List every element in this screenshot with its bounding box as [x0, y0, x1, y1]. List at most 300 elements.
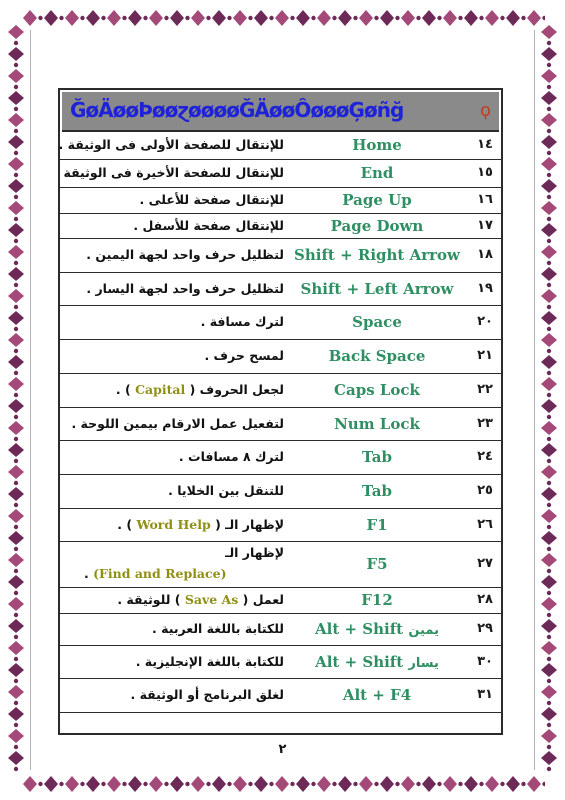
border-dot — [14, 723, 18, 727]
border-diamond — [541, 553, 557, 567]
header-mark: ϙ — [479, 100, 491, 121]
border-diamond — [149, 10, 163, 26]
shortcut-key — [292, 313, 462, 331]
border-diamond — [254, 10, 268, 26]
description-suffix: ) . — [115, 382, 131, 397]
description-text: للإنتقال صفحة للأعلى . — [139, 192, 284, 207]
border-dot — [164, 16, 168, 20]
border-diamond — [541, 135, 557, 149]
border-diamond — [8, 575, 24, 589]
border-diamond — [275, 10, 289, 26]
border-diamond — [8, 223, 24, 237]
border-diamond — [541, 245, 557, 259]
border-dot — [311, 16, 315, 20]
border-diamond — [380, 10, 394, 26]
description-text: لتظليل حرف واحد لجهة اليسار . — [86, 281, 284, 296]
border-dot — [547, 305, 551, 309]
border-dot — [374, 16, 378, 20]
border-diamond — [485, 776, 499, 792]
border-diamond — [8, 509, 24, 523]
description-line — [64, 566, 284, 581]
description-text: لمسح حرف . — [204, 348, 284, 363]
table-row — [60, 408, 501, 441]
decorative-border-right — [535, 20, 563, 780]
shortcut-key — [292, 555, 462, 573]
border-diamond — [422, 776, 436, 792]
border-diamond — [541, 355, 557, 369]
shortcut-description — [64, 592, 284, 607]
border-dot — [547, 217, 551, 221]
shortcut-key-label: F5 — [366, 555, 388, 573]
decorative-border-top — [20, 4, 545, 32]
shortcut-key-label: Home — [352, 136, 402, 154]
table-header — [62, 92, 499, 132]
shortcut-key — [292, 653, 462, 671]
border-diamond — [541, 47, 557, 61]
shortcut-description — [64, 165, 284, 180]
border-dot — [14, 349, 18, 353]
border-diamond — [541, 641, 557, 655]
shortcut-key — [292, 381, 462, 399]
border-diamond — [44, 776, 58, 792]
shortcut-key — [292, 136, 462, 154]
shortcut-description — [64, 247, 284, 262]
border-dot — [14, 437, 18, 441]
border-dot — [101, 16, 105, 20]
border-diamond — [359, 10, 373, 26]
table-row — [60, 132, 501, 160]
border-dot — [332, 782, 336, 786]
border-diamond — [541, 25, 557, 39]
border-dot — [547, 129, 551, 133]
table-row — [60, 509, 501, 542]
border-diamond — [296, 10, 310, 26]
border-dot — [547, 349, 551, 353]
border-dot — [14, 327, 18, 331]
border-diamond — [541, 685, 557, 699]
border-diamond — [8, 487, 24, 501]
border-diamond — [541, 113, 557, 127]
border-dot — [14, 217, 18, 221]
table-row — [60, 441, 501, 475]
border-diamond — [541, 399, 557, 413]
border-diamond — [8, 553, 24, 567]
border-diamond — [8, 355, 24, 369]
border-dot — [14, 679, 18, 683]
description-highlight: Save As — [184, 592, 239, 607]
border-diamond — [359, 776, 373, 792]
border-dot — [542, 782, 545, 786]
shortcut-description — [64, 517, 284, 532]
border-dot — [547, 591, 551, 595]
border-diamond — [8, 201, 24, 215]
border-diamond — [8, 245, 24, 259]
shortcut-description — [64, 545, 284, 581]
border-diamond — [317, 10, 331, 26]
shortcut-description — [64, 218, 284, 233]
border-dot — [227, 782, 231, 786]
border-diamond — [541, 663, 557, 677]
border-diamond — [541, 223, 557, 237]
border-dot — [14, 635, 18, 639]
shortcut-key — [292, 415, 462, 433]
shortcut-key-side: يمين — [408, 623, 439, 638]
border-diamond — [541, 201, 557, 215]
border-diamond — [170, 776, 184, 792]
border-diamond — [541, 619, 557, 633]
border-dot — [14, 613, 18, 617]
border-dot — [14, 261, 18, 265]
shortcut-key — [292, 164, 462, 182]
shortcut-key-label: End — [360, 164, 394, 182]
border-dot — [269, 16, 273, 20]
border-diamond — [541, 267, 557, 281]
border-dot — [332, 16, 336, 20]
description-highlight: (Find and Replace) — [93, 566, 227, 581]
border-dot — [547, 657, 551, 661]
border-diamond — [541, 377, 557, 391]
row-number: ٣٠ — [477, 654, 493, 669]
border-dot — [14, 393, 18, 397]
description-highlight: Capital — [135, 382, 186, 397]
shortcut-key-label: Page Up — [342, 191, 412, 209]
border-dot — [80, 782, 84, 786]
border-diamond — [541, 575, 557, 589]
border-diamond — [8, 289, 24, 303]
border-diamond — [541, 707, 557, 721]
inner-frame-line — [534, 30, 535, 770]
inner-frame-line — [30, 30, 31, 770]
border-dot — [437, 782, 441, 786]
border-dot — [14, 591, 18, 595]
border-diamond — [8, 619, 24, 633]
border-dot — [14, 525, 18, 529]
border-diamond — [8, 421, 24, 435]
border-dot — [547, 151, 551, 155]
border-diamond — [8, 531, 24, 545]
border-dot — [101, 782, 105, 786]
border-diamond — [443, 776, 457, 792]
border-diamond — [65, 10, 79, 26]
border-dot — [547, 481, 551, 485]
description-highlight: Word Help — [136, 517, 211, 532]
border-diamond — [8, 113, 24, 127]
border-dot — [14, 569, 18, 573]
border-diamond — [541, 179, 557, 193]
border-diamond — [212, 776, 226, 792]
border-diamond — [233, 776, 247, 792]
border-diamond — [541, 157, 557, 171]
border-dot — [353, 782, 357, 786]
shortcut-key-label: Shift + Right Arrow — [294, 246, 460, 264]
border-diamond — [541, 443, 557, 457]
border-diamond — [506, 776, 520, 792]
border-dot — [80, 16, 84, 20]
border-diamond — [296, 776, 310, 792]
border-diamond — [485, 10, 499, 26]
border-dot — [521, 782, 525, 786]
border-dot — [547, 371, 551, 375]
border-diamond — [8, 25, 24, 39]
border-diamond — [8, 377, 24, 391]
shortcut-key — [292, 448, 462, 466]
border-diamond — [401, 776, 415, 792]
description-text: لترك مسافة . — [200, 314, 284, 329]
border-dot — [14, 767, 18, 771]
border-diamond — [86, 10, 100, 26]
border-dot — [521, 16, 525, 20]
description-text: للكتابة باللغة الإنجليزية . — [135, 654, 284, 669]
border-diamond — [541, 531, 557, 545]
border-dot — [547, 415, 551, 419]
table-row — [60, 475, 501, 509]
border-diamond — [541, 597, 557, 611]
border-diamond — [541, 91, 557, 105]
border-dot — [14, 151, 18, 155]
border-diamond — [8, 333, 24, 347]
shortcut-key — [292, 191, 462, 209]
border-diamond — [8, 311, 24, 325]
row-number: ٢٥ — [477, 483, 493, 498]
shortcut-key-label: Shift + Left Arrow — [300, 280, 454, 298]
border-dot — [14, 173, 18, 177]
description-text: للإنتقال للصفحة الأولى فى الوثيقة . — [58, 137, 284, 152]
border-diamond — [464, 776, 478, 792]
shortcut-description — [64, 654, 284, 669]
shortcut-key-label: Alt + F4 — [342, 686, 412, 704]
shortcut-description — [64, 281, 284, 296]
row-number: ٢٣ — [477, 416, 493, 431]
shortcut-key-label: Space — [352, 313, 402, 331]
border-dot — [59, 16, 63, 20]
row-number: ١٥ — [477, 165, 493, 180]
border-diamond — [8, 663, 24, 677]
border-diamond — [8, 729, 24, 743]
border-diamond — [8, 707, 24, 721]
border-dot — [143, 782, 147, 786]
border-diamond — [380, 776, 394, 792]
border-dot — [374, 782, 378, 786]
shortcut-key-label: Caps Lock — [334, 381, 420, 399]
description-prefix: لعمل ( — [242, 592, 284, 607]
description-prefix: لجعل الحروف ( — [189, 382, 284, 397]
border-diamond — [541, 69, 557, 83]
border-dot — [416, 782, 420, 786]
border-diamond — [275, 776, 289, 792]
description-text: لإظهار الـ — [225, 545, 284, 560]
description-text: للإنتقال صفحة للأسفل . — [133, 218, 284, 233]
border-diamond — [8, 685, 24, 699]
border-dot — [14, 129, 18, 133]
shortcut-key-label: Tab — [362, 482, 392, 500]
shortcut-key — [292, 246, 462, 264]
shortcut-key — [292, 591, 462, 609]
border-dot — [14, 701, 18, 705]
border-diamond — [170, 10, 184, 26]
border-diamond — [8, 641, 24, 655]
border-dot — [14, 283, 18, 287]
row-number: ٣١ — [477, 687, 493, 702]
row-number: ٢٤ — [477, 449, 493, 464]
description-prefix: لإظهار الـ ( — [215, 517, 284, 532]
shortcut-key-label: Num Lock — [334, 415, 420, 433]
border-dot — [547, 525, 551, 529]
border-diamond — [44, 10, 58, 26]
border-dot — [547, 63, 551, 67]
border-dot — [248, 782, 252, 786]
row-number: ٢٢ — [477, 382, 493, 397]
shortcut-description — [58, 137, 284, 152]
shortcut-description — [64, 621, 284, 636]
table-row — [60, 646, 501, 679]
border-dot — [14, 85, 18, 89]
border-diamond — [8, 135, 24, 149]
row-number: ٢١ — [477, 348, 493, 363]
shortcut-key — [292, 280, 462, 298]
border-diamond — [8, 69, 24, 83]
table-row — [60, 160, 501, 188]
border-diamond — [8, 465, 24, 479]
border-dot — [290, 782, 294, 786]
shortcut-description — [64, 687, 284, 702]
border-dot — [269, 782, 273, 786]
description-text: للإنتقال للصفحة الأخيرة فى الوثيقة — [63, 165, 284, 180]
border-dot — [185, 782, 189, 786]
border-dot — [479, 782, 483, 786]
border-dot — [14, 547, 18, 551]
border-diamond — [8, 443, 24, 457]
border-dot — [14, 459, 18, 463]
shortcut-description — [64, 416, 284, 431]
border-diamond — [86, 776, 100, 792]
row-number: ٢٩ — [477, 621, 493, 636]
shortcut-description — [64, 483, 284, 498]
border-dot — [14, 41, 18, 45]
border-diamond — [338, 776, 352, 792]
table-title: ĞøÄøøÞøøɀøøøøĞÄøøÔøøøĢøñğ — [70, 98, 404, 122]
border-dot — [38, 16, 42, 20]
table-row — [60, 374, 501, 408]
border-diamond — [506, 10, 520, 26]
description-text: للتنقل بين الخلايا . — [168, 483, 284, 498]
decorative-border-left — [2, 20, 30, 780]
border-dot — [395, 782, 399, 786]
table-row — [60, 340, 501, 374]
border-diamond — [8, 179, 24, 193]
border-diamond — [107, 776, 121, 792]
border-dot — [547, 503, 551, 507]
border-diamond — [541, 311, 557, 325]
border-dot — [458, 782, 462, 786]
description-suffix: . — [84, 566, 89, 581]
row-number: ٢٦ — [477, 517, 493, 532]
border-dot — [547, 393, 551, 397]
table-row — [60, 306, 501, 340]
border-dot — [14, 195, 18, 199]
border-dot — [547, 459, 551, 463]
shortcut-key — [292, 620, 462, 638]
table-row — [60, 542, 501, 588]
border-dot — [14, 63, 18, 67]
border-dot — [458, 16, 462, 20]
border-diamond — [8, 91, 24, 105]
description-suffix: ) . — [117, 517, 133, 532]
border-dot — [547, 85, 551, 89]
border-dot — [14, 107, 18, 111]
table-row — [60, 239, 501, 273]
shortcut-description — [64, 314, 284, 329]
shortcut-description — [64, 348, 284, 363]
border-dot — [437, 16, 441, 20]
border-dot — [547, 107, 551, 111]
row-number: ١٨ — [477, 247, 493, 262]
row-number: ٢٠ — [477, 314, 493, 329]
border-diamond — [128, 776, 142, 792]
border-dot — [14, 305, 18, 309]
shortcut-key-label: F12 — [361, 591, 393, 609]
border-dot — [206, 782, 210, 786]
border-diamond — [8, 267, 24, 281]
border-diamond — [8, 399, 24, 413]
border-diamond — [541, 509, 557, 523]
shortcut-key — [292, 686, 462, 704]
border-diamond — [541, 333, 557, 347]
border-diamond — [191, 10, 205, 26]
border-diamond — [443, 10, 457, 26]
border-diamond — [401, 10, 415, 26]
border-dot — [59, 782, 63, 786]
shortcut-key — [292, 516, 462, 534]
border-dot — [164, 782, 168, 786]
table-row — [60, 273, 501, 306]
border-diamond — [254, 776, 268, 792]
border-diamond — [541, 289, 557, 303]
table-row — [60, 588, 501, 614]
shortcut-description — [64, 449, 284, 464]
description-text: لغلق البرنامج أو الوثيقة . — [130, 687, 284, 702]
shortcut-key-side: يسار — [408, 656, 439, 671]
row-number: ١٧ — [477, 218, 493, 233]
border-diamond — [233, 10, 247, 26]
border-diamond — [8, 157, 24, 171]
border-diamond — [212, 10, 226, 26]
border-dot — [547, 723, 551, 727]
border-diamond — [541, 729, 557, 743]
border-dot — [14, 657, 18, 661]
border-dot — [14, 481, 18, 485]
shortcut-key — [292, 347, 462, 365]
border-dot — [14, 415, 18, 419]
decorative-border-bottom — [20, 770, 545, 798]
border-diamond — [464, 10, 478, 26]
shortcut-key-label: Alt + Shift — [315, 620, 404, 638]
shortcut-key-label: Back Space — [328, 347, 426, 365]
row-number: ٢٨ — [477, 592, 493, 607]
table-row — [60, 614, 501, 646]
border-dot — [290, 16, 294, 20]
border-dot — [547, 41, 551, 45]
border-diamond — [338, 10, 352, 26]
border-diamond — [149, 776, 163, 792]
border-dot — [185, 16, 189, 20]
border-dot — [143, 16, 147, 20]
description-text: لتفعيل عمل الارقام بيمين اللوحة . — [71, 416, 284, 431]
border-dot — [122, 782, 126, 786]
border-diamond — [65, 776, 79, 792]
border-dot — [38, 782, 42, 786]
border-dot — [547, 613, 551, 617]
border-diamond — [317, 776, 331, 792]
